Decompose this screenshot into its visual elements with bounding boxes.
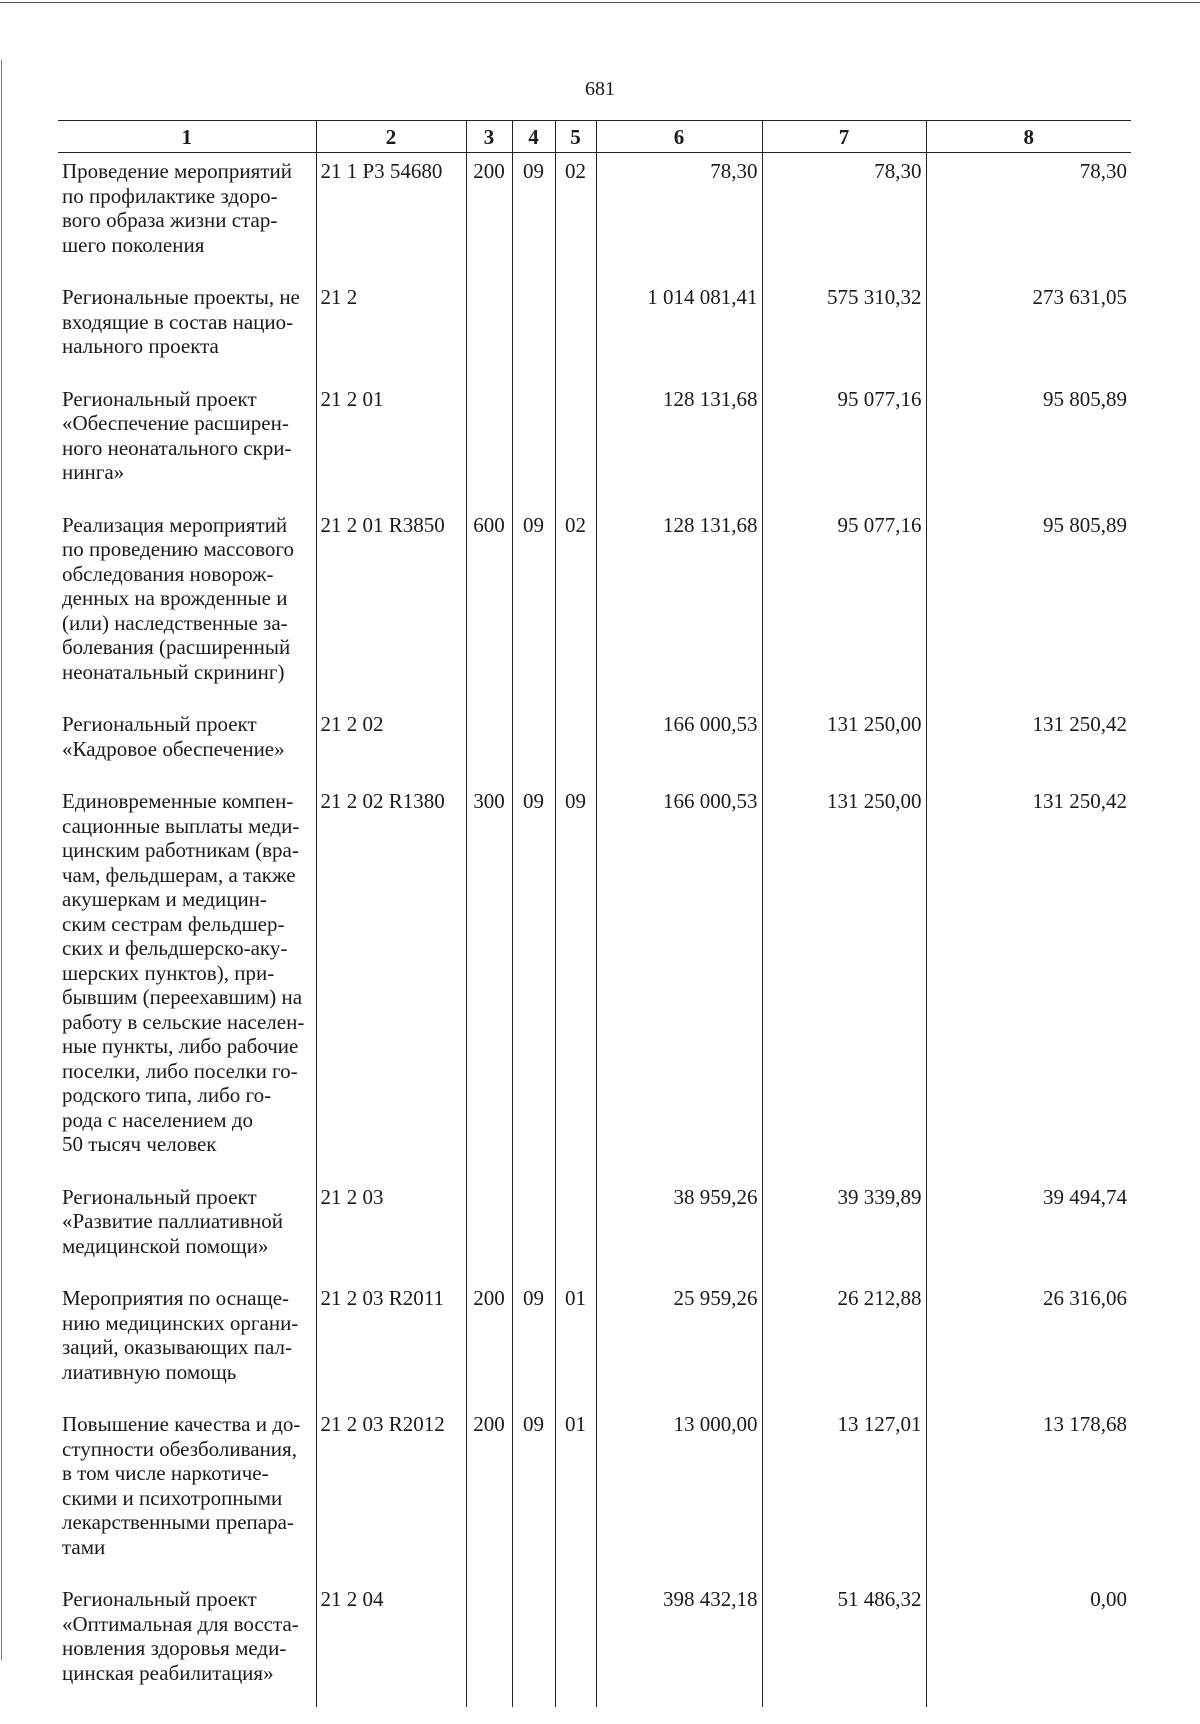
row-col3-cell: 600 xyxy=(466,507,512,707)
row-value8-cell: 13 178,68 xyxy=(926,1406,1131,1581)
row-value6-cell: 166 000,53 xyxy=(596,706,762,783)
row-value7-cell: 95 077,16 xyxy=(762,381,926,507)
row-value6-cell: 398 432,18 xyxy=(596,1581,762,1707)
row-col4-cell: 09 xyxy=(512,1280,555,1406)
row-code-cell: 21 2 02 xyxy=(316,706,466,783)
row-value8-cell: 39 494,74 xyxy=(926,1179,1131,1281)
row-col5-cell xyxy=(555,381,596,507)
row-name-cell: Региональный проект «Кадровое обеспечение» xyxy=(62,712,285,761)
row-col4-cell xyxy=(512,1179,555,1281)
row-value7-cell: 39 339,89 xyxy=(762,1179,926,1281)
row-name-cell: Реализация мероприятий по проведению массового обследования новорож- денных на врожденные и (или) наследственные за- болевания (расширенный неонатальный скрининг) xyxy=(62,512,294,684)
row-code-cell: 21 2 03 R2011 xyxy=(316,1280,466,1406)
row-value8-cell: 26 316,06 xyxy=(926,1280,1131,1406)
table-row xyxy=(58,1406,1131,1581)
row-col4-cell: 09 xyxy=(512,507,555,707)
table-row xyxy=(58,706,1131,783)
row-name-cell: Региональные проекты, не входящие в состав нацио- нального проекта xyxy=(62,285,300,358)
column-header: 6 xyxy=(596,121,762,153)
row-code-cell: 21 2 01 R3850 xyxy=(316,507,466,707)
row-code-cell: 21 2 03 R2012 xyxy=(316,1406,466,1581)
row-value6-cell: 13 000,00 xyxy=(596,1406,762,1581)
column-header: 4 xyxy=(512,121,555,153)
row-value8-cell: 131 250,42 xyxy=(926,783,1131,1179)
row-value6-cell: 78,30 xyxy=(596,153,762,280)
column-header: 3 xyxy=(466,121,512,153)
row-name-cell: Региональный проект «Оптимальная для восста- новления здоровья меди- цинская реабилитация» xyxy=(62,1587,299,1685)
row-value6-cell: 1 014 081,41 xyxy=(596,279,762,381)
row-code-cell: 21 2 01 xyxy=(316,381,466,507)
row-col5-cell xyxy=(555,1179,596,1281)
row-col3-cell: 300 xyxy=(466,783,512,1179)
left-border-line xyxy=(1,60,2,1660)
row-col5-cell: 02 xyxy=(555,507,596,707)
top-border-line xyxy=(0,2,1200,3)
table-header-row xyxy=(58,121,1131,153)
row-col3-cell: 200 xyxy=(466,1280,512,1406)
row-col4-cell xyxy=(512,381,555,507)
row-value7-cell: 575 310,32 xyxy=(762,279,926,381)
row-value7-cell: 131 250,00 xyxy=(762,783,926,1179)
table-row xyxy=(58,1581,1131,1707)
table-row xyxy=(58,507,1131,707)
row-code-cell: 21 2 xyxy=(316,279,466,381)
column-header: 2 xyxy=(316,121,466,153)
row-code-cell: 21 2 04 xyxy=(316,1581,466,1707)
row-col4-cell xyxy=(512,1581,555,1707)
row-value6-cell: 166 000,53 xyxy=(596,783,762,1179)
row-value8-cell: 95 805,89 xyxy=(926,381,1131,507)
row-col4-cell: 09 xyxy=(512,153,555,280)
row-col5-cell xyxy=(555,279,596,381)
table-row xyxy=(58,1179,1131,1281)
row-value8-cell: 0,00 xyxy=(926,1581,1131,1707)
row-name-cell: Единовременные компен- сационные выплаты меди- цинским работникам (вра- чам, фельдшерам, а также акушеркам и медицин- ским сестрам фельдшер- ских и фельдшерско-аку- шерских пунктов), при- бывшим (переехавшим) на работу в сельские населен- ные пункты, либо рабочие поселки, либо поселки го- родского типа, либо го- рода с населением до 50 тысяч человек xyxy=(62,789,305,1156)
row-value8-cell: 95 805,89 xyxy=(926,507,1131,707)
row-col3-cell xyxy=(466,706,512,783)
row-name-cell: Повышение качества и до- ступности обезболивания, в том числе наркотиче- скими и психотропными лекарственными препара- тами xyxy=(62,1412,301,1559)
row-value8-cell: 273 631,05 xyxy=(926,279,1131,381)
row-col3-cell: 200 xyxy=(466,153,512,280)
row-code-cell: 21 2 03 xyxy=(316,1179,466,1281)
column-header: 5 xyxy=(555,121,596,153)
column-header: 8 xyxy=(926,121,1131,153)
row-col5-cell: 01 xyxy=(555,1280,596,1406)
row-code-cell: 21 2 02 R1380 xyxy=(316,783,466,1179)
row-value7-cell: 13 127,01 xyxy=(762,1406,926,1581)
row-col5-cell: 02 xyxy=(555,153,596,280)
row-col3-cell xyxy=(466,279,512,381)
page-number: 681 xyxy=(585,78,615,100)
row-code-cell: 21 1 P3 54680 xyxy=(316,153,466,280)
row-value7-cell: 131 250,00 xyxy=(762,706,926,783)
row-value8-cell: 131 250,42 xyxy=(926,706,1131,783)
column-header: 1 xyxy=(58,121,316,153)
table-row xyxy=(58,1280,1131,1406)
row-col3-cell xyxy=(466,1581,512,1707)
row-value6-cell: 25 959,26 xyxy=(596,1280,762,1406)
row-value7-cell: 95 077,16 xyxy=(762,507,926,707)
row-name-cell: Региональный проект «Развитие паллиативной медицинской помощи» xyxy=(62,1184,283,1258)
row-col4-cell xyxy=(512,706,555,783)
row-name-cell: Мероприятия по оснаще- нию медицинских органи- заций, оказывающих пал- лиативную помощь xyxy=(62,1286,299,1384)
row-col5-cell xyxy=(555,1581,596,1707)
row-col4-cell: 09 xyxy=(512,783,555,1179)
table-row xyxy=(58,279,1131,381)
table-row xyxy=(58,381,1131,507)
row-col3-cell xyxy=(466,1179,512,1281)
table-row xyxy=(58,783,1131,1179)
row-value6-cell: 38 959,26 xyxy=(596,1179,762,1281)
row-col5-cell: 01 xyxy=(555,1406,596,1581)
row-col4-cell xyxy=(512,279,555,381)
row-value7-cell: 78,30 xyxy=(762,153,926,280)
row-col5-cell xyxy=(555,706,596,783)
row-value8-cell: 78,30 xyxy=(926,153,1131,280)
row-value7-cell: 51 486,32 xyxy=(762,1581,926,1707)
row-col3-cell: 200 xyxy=(466,1406,512,1581)
table-row xyxy=(58,153,1131,280)
row-value6-cell: 128 131,68 xyxy=(596,507,762,707)
row-value6-cell: 128 131,68 xyxy=(596,381,762,507)
row-col5-cell: 09 xyxy=(555,783,596,1179)
budget-table xyxy=(58,120,1131,1707)
row-name-cell: Проведение мероприятий по профилактике здоро- вого образа жизни стар- шего поколения xyxy=(62,159,292,257)
row-col4-cell: 09 xyxy=(512,1406,555,1581)
row-col3-cell xyxy=(466,381,512,507)
row-name-cell: Региональный проект «Обеспечение расширен- ного неонатального скри- нинга» xyxy=(62,386,292,484)
column-header: 7 xyxy=(762,121,926,153)
row-value7-cell: 26 212,88 xyxy=(762,1280,926,1406)
